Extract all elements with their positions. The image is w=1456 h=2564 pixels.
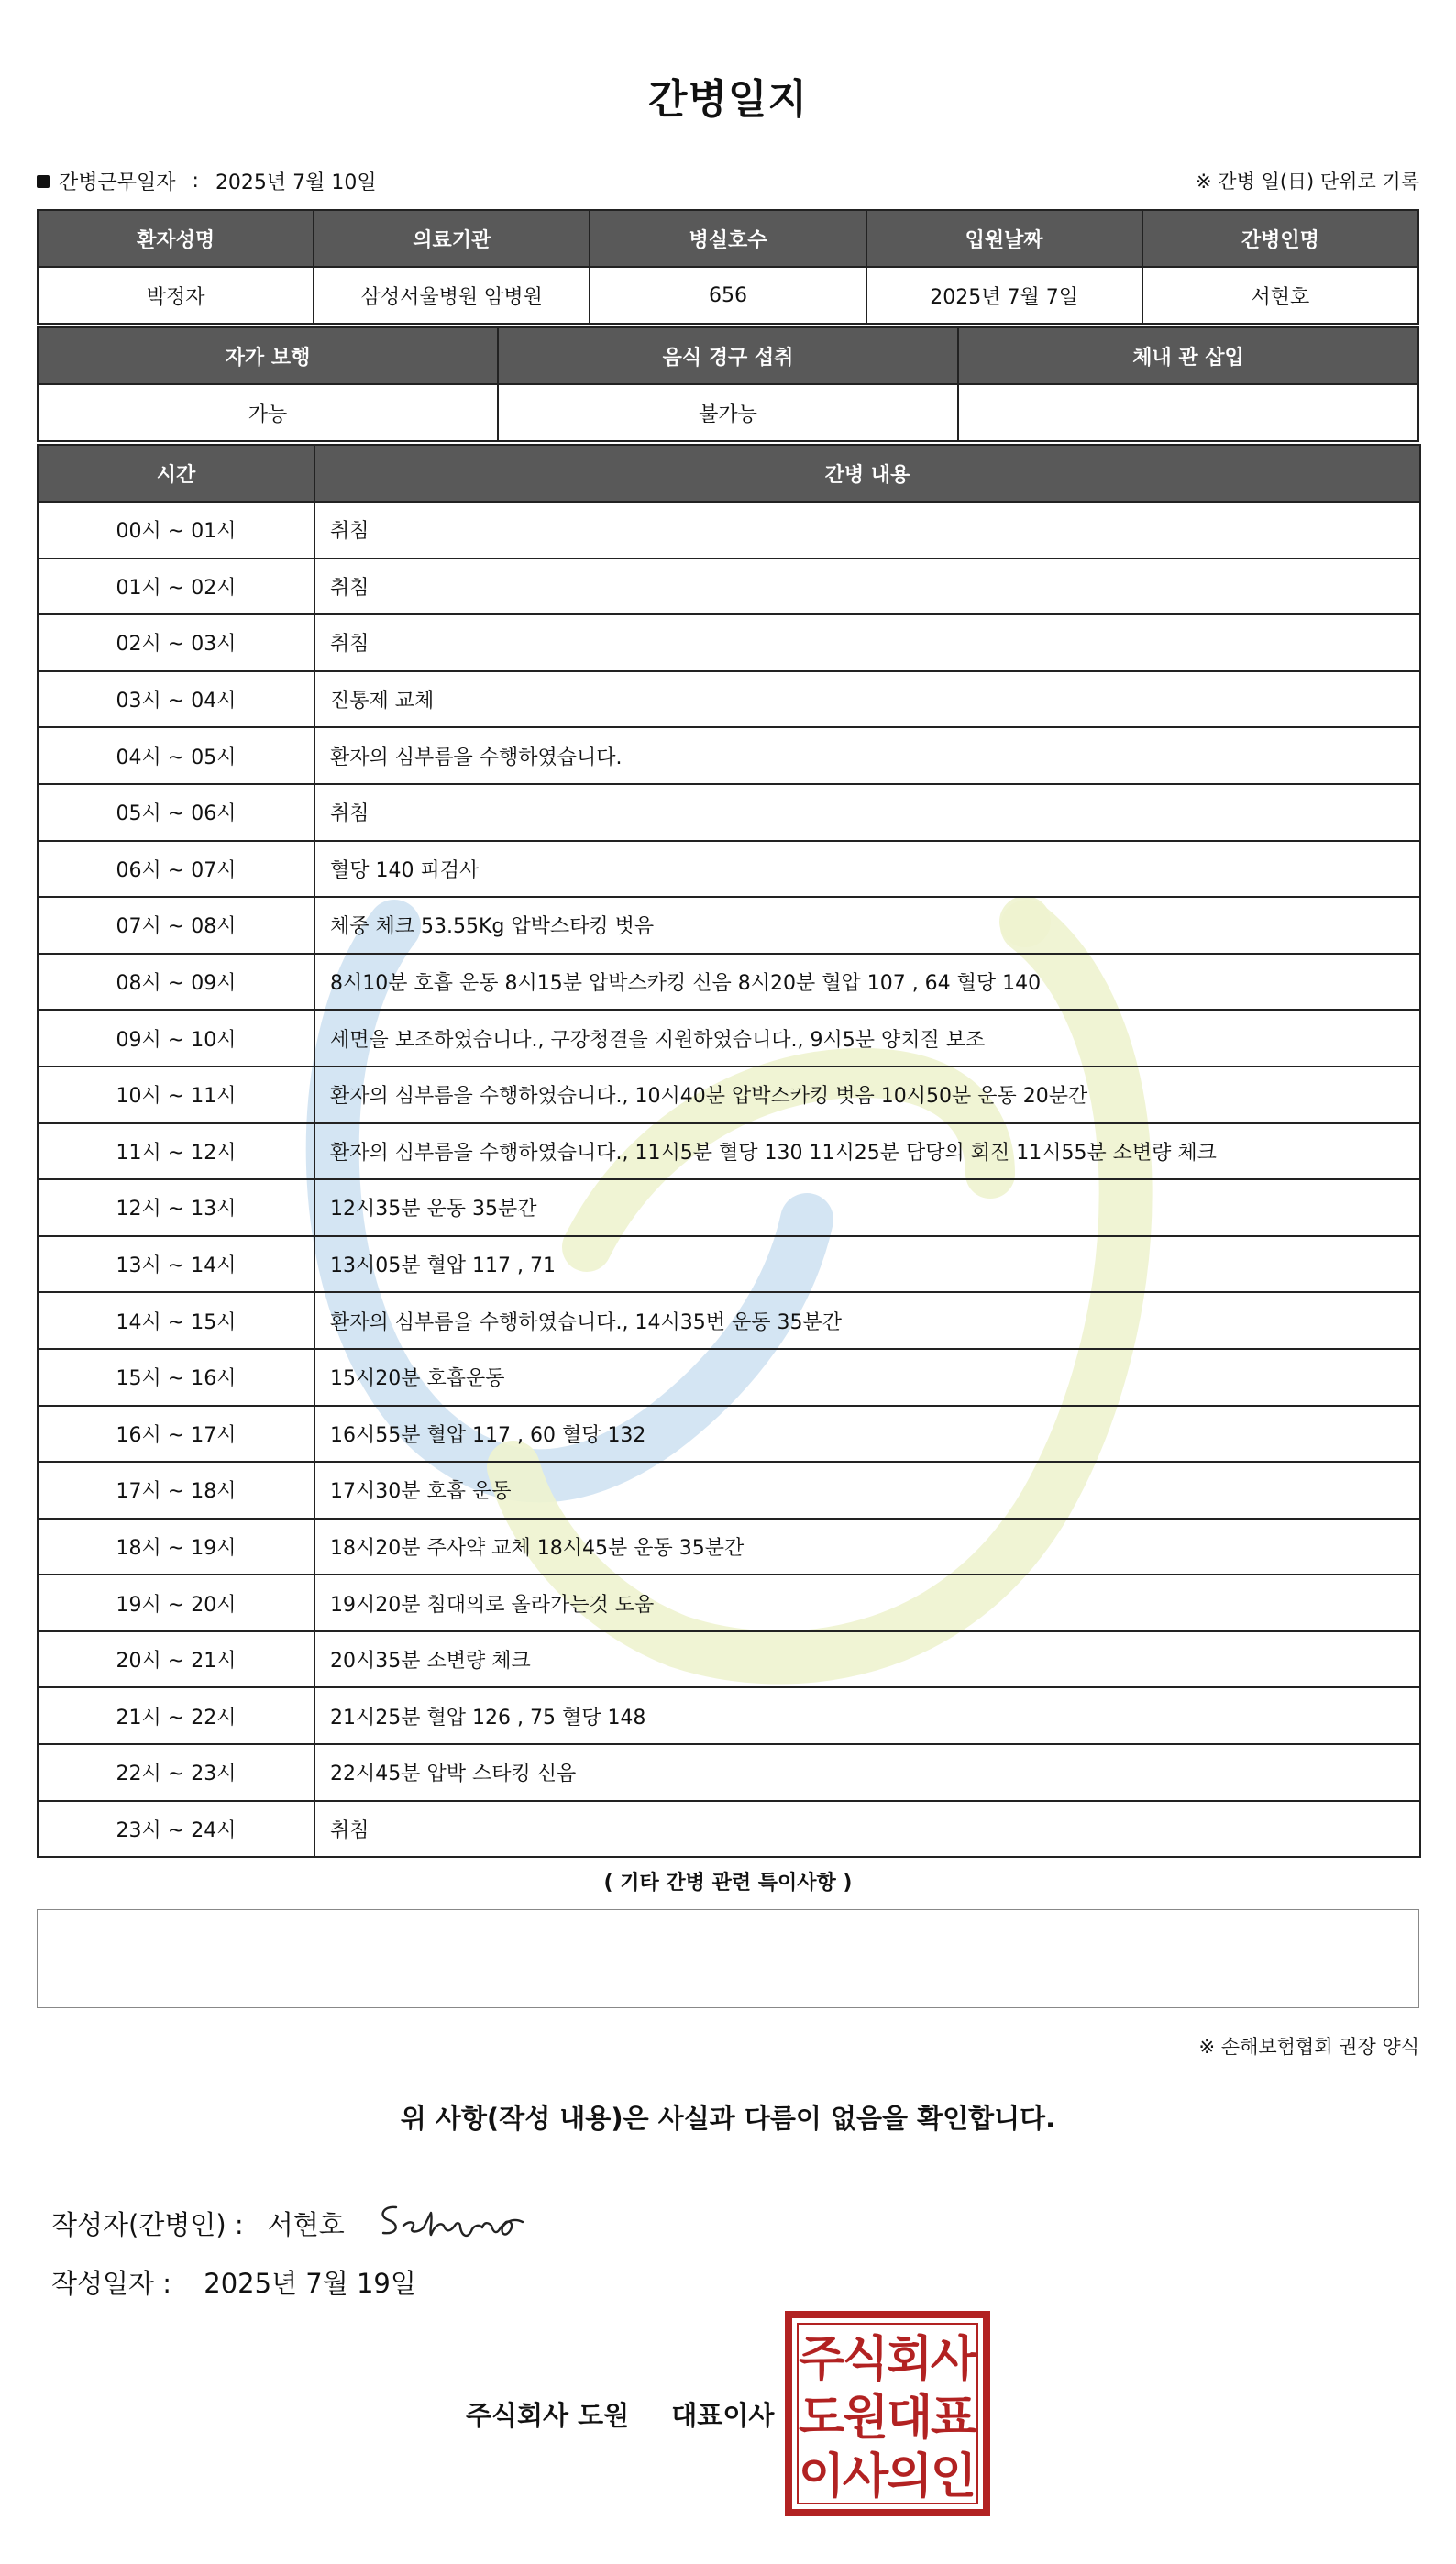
svg-text:도: 도	[798, 2391, 845, 2446]
log-time: 12시 ~ 13시	[38, 1179, 314, 1236]
author-label: 작성자(간병인) :	[51, 2209, 244, 2240]
author-line	[51, 2194, 532, 2252]
meta-row	[37, 167, 1419, 194]
work-date-value: 2025년 7월 10일	[215, 171, 377, 194]
log-content: 22시45분 압박 스타킹 신음	[314, 1744, 1420, 1801]
log-time: 09시 ~ 10시	[38, 1010, 314, 1066]
table-row	[38, 1519, 1420, 1575]
tube-insertion-value	[958, 384, 1418, 441]
log-content: 취침	[314, 614, 1420, 671]
table-row	[38, 502, 1420, 558]
svg-text:의: 의	[886, 2449, 933, 2504]
log-content: 진통제 교체	[314, 671, 1420, 728]
confirmation-statement: 위 사항(작성 내용)은 사실과 다름이 없음을 확인합니다.	[400, 2103, 1056, 2134]
signature	[376, 2194, 532, 2252]
log-content: 19시20분 침대의로 올라가는것 도움	[314, 1575, 1420, 1631]
log-time: 11시 ~ 12시	[38, 1123, 314, 1180]
log-time: 02시 ~ 03시	[38, 614, 314, 671]
table-row	[38, 1292, 1420, 1349]
company-name: 주식회사 도원	[466, 2400, 630, 2431]
room-number: 656	[590, 267, 866, 324]
log-time: 17시 ~ 18시	[38, 1462, 314, 1519]
table-header-row	[38, 445, 1420, 502]
bullet-square-icon	[37, 175, 50, 188]
svg-text:인: 인	[930, 2449, 977, 2504]
log-content: 환자의 심부름을 수행하였습니다., 11시5분 혈당 130 11시25분 담당의 회진 11시55분 소변량 체크	[314, 1123, 1420, 1180]
table-row	[38, 671, 1420, 728]
header-caregiver-name: 간병인명	[1142, 210, 1418, 267]
svg-text:식: 식	[842, 2332, 889, 2387]
table-row	[38, 784, 1420, 841]
log-content: 17시30분 호흡 운동	[314, 1462, 1420, 1519]
log-time: 05시 ~ 06시	[38, 784, 314, 841]
table-row	[38, 1744, 1420, 1801]
written-date-label: 작성일자 :	[51, 2268, 172, 2299]
log-time: 14시 ~ 15시	[38, 1292, 314, 1349]
table-row	[38, 1575, 1420, 1631]
header-time: 시간	[38, 445, 314, 502]
self-walking-value: 가능	[38, 384, 498, 441]
table-row	[38, 1179, 1420, 1236]
table-row	[38, 1462, 1420, 1519]
svg-text:주: 주	[798, 2332, 845, 2387]
log-content: 취침	[314, 1801, 1420, 1858]
hospital: 삼성서울병원 암병원	[314, 267, 590, 324]
company-line	[466, 2395, 774, 2433]
table-row	[38, 1236, 1420, 1293]
log-time: 21시 ~ 22시	[38, 1687, 314, 1744]
table-header-row	[38, 210, 1418, 267]
written-date-value: 2025년 7월 19일	[204, 2268, 416, 2299]
table-row	[38, 1010, 1420, 1066]
patient-name: 박정자	[38, 267, 314, 324]
log-content: 체중 체크 53.55Kg 압박스타킹 벗음	[314, 897, 1420, 954]
author-name: 서현호	[267, 2209, 345, 2240]
table-row	[38, 1349, 1420, 1406]
company-representative-title: 대표이사	[671, 2400, 775, 2431]
log-time: 20시 ~ 21시	[38, 1631, 314, 1688]
svg-text:표: 표	[930, 2391, 977, 2446]
header-admission-date: 입원날짜	[866, 210, 1142, 267]
table-row	[38, 384, 1418, 441]
header-oral-intake: 음식 경구 섭취	[498, 327, 958, 384]
admission-date: 2025년 7월 7일	[866, 267, 1142, 324]
log-content: 12시35분 운동 35분간	[314, 1179, 1420, 1236]
svg-text:대: 대	[886, 2391, 933, 2446]
log-content: 환자의 심부름을 수행하였습니다., 10시40분 압박스카킹 벗음 10시50분 운동 20분간	[314, 1066, 1420, 1123]
header-tube-insertion: 체내 관 삽입	[958, 327, 1418, 384]
work-date-label: 간병근무일자	[59, 171, 176, 194]
log-time: 06시 ~ 07시	[38, 841, 314, 898]
header-room-number: 병실호수	[590, 210, 866, 267]
form-note: ※ 손해보험협회 권장 양식	[1198, 2036, 1419, 2058]
unit-note: ※ 간병 일(日) 단위로 기록	[1196, 171, 1419, 193]
table-row	[38, 614, 1420, 671]
log-content: 15시20분 호흡운동	[314, 1349, 1420, 1406]
table-row	[38, 267, 1418, 324]
log-time: 08시 ~ 09시	[38, 954, 314, 1011]
svg-text:원: 원	[842, 2391, 889, 2446]
log-content: 혈당 140 피검사	[314, 841, 1420, 898]
log-content: 21시25분 혈압 126 , 75 혈당 148	[314, 1687, 1420, 1744]
svg-text:회: 회	[886, 2332, 933, 2387]
patient-info-table	[37, 209, 1419, 325]
work-date	[37, 167, 377, 195]
log-content: 20시35분 소변량 체크	[314, 1631, 1420, 1688]
log-content: 8시10분 호흡 운동 8시15분 압박스카킹 신음 8시20분 혈압 107 , 64 혈당 140	[314, 954, 1420, 1011]
log-time: 23시 ~ 24시	[38, 1801, 314, 1858]
table-row	[38, 1687, 1420, 1744]
log-content: 환자의 심부름을 수행하였습니다., 14시35번 운동 35분간	[314, 1292, 1420, 1349]
table-row	[38, 897, 1420, 954]
document-title: 간병일지	[647, 76, 808, 123]
table-row	[38, 1066, 1420, 1123]
svg-text:이: 이	[798, 2449, 845, 2504]
svg-text:사: 사	[930, 2332, 977, 2387]
work-date-separator: :	[192, 170, 199, 193]
table-row	[38, 558, 1420, 615]
table-row	[38, 1631, 1420, 1688]
header-self-walking: 자가 보행	[38, 327, 498, 384]
log-time: 10시 ~ 11시	[38, 1066, 314, 1123]
oral-intake-value: 불가능	[498, 384, 958, 441]
header-hospital: 의료기관	[314, 210, 590, 267]
log-time: 01시 ~ 02시	[38, 558, 314, 615]
log-time: 03시 ~ 04시	[38, 671, 314, 728]
log-content: 세면을 보조하였습니다., 구강청결을 지원하였습니다., 9시5분 양치질 보조	[314, 1010, 1420, 1066]
log-content: 취침	[314, 784, 1420, 841]
company-seal	[785, 2311, 990, 2516]
svg-text:사: 사	[842, 2449, 889, 2504]
log-time: 07시 ~ 08시	[38, 897, 314, 954]
log-time: 13시 ~ 14시	[38, 1236, 314, 1293]
log-time: 19시 ~ 20시	[38, 1575, 314, 1631]
log-time: 22시 ~ 23시	[38, 1744, 314, 1801]
care-log-table	[37, 444, 1421, 1858]
written-date-line	[51, 2263, 416, 2301]
table-row	[38, 727, 1420, 784]
log-time: 00시 ~ 01시	[38, 502, 314, 558]
log-content: 환자의 심부름을 수행하였습니다.	[314, 727, 1420, 784]
table-row	[38, 1801, 1420, 1858]
table-row	[38, 1123, 1420, 1180]
log-content: 16시55분 혈압 117 , 60 혈당 132	[314, 1406, 1420, 1463]
log-time: 15시 ~ 16시	[38, 1349, 314, 1406]
table-row	[38, 954, 1420, 1011]
header-patient-name: 환자성명	[38, 210, 314, 267]
notes-box	[37, 1909, 1419, 2008]
log-content: 취침	[314, 558, 1420, 615]
log-time: 18시 ~ 19시	[38, 1519, 314, 1575]
notes-title: ( 기타 간병 관련 특이사항 )	[603, 1872, 853, 1895]
table-row	[38, 841, 1420, 898]
table-header-row	[38, 327, 1418, 384]
table-row	[38, 1406, 1420, 1463]
log-content: 13시05분 혈압 117 , 71	[314, 1236, 1420, 1293]
header-care-content: 간병 내용	[314, 445, 1420, 502]
log-time: 04시 ~ 05시	[38, 727, 314, 784]
log-time: 16시 ~ 17시	[38, 1406, 314, 1463]
patient-status-table	[37, 326, 1419, 442]
log-content: 18시20분 주사약 교체 18시45분 운동 35분간	[314, 1519, 1420, 1575]
caregiver-name: 서현호	[1142, 267, 1418, 324]
log-content: 취침	[314, 502, 1420, 558]
